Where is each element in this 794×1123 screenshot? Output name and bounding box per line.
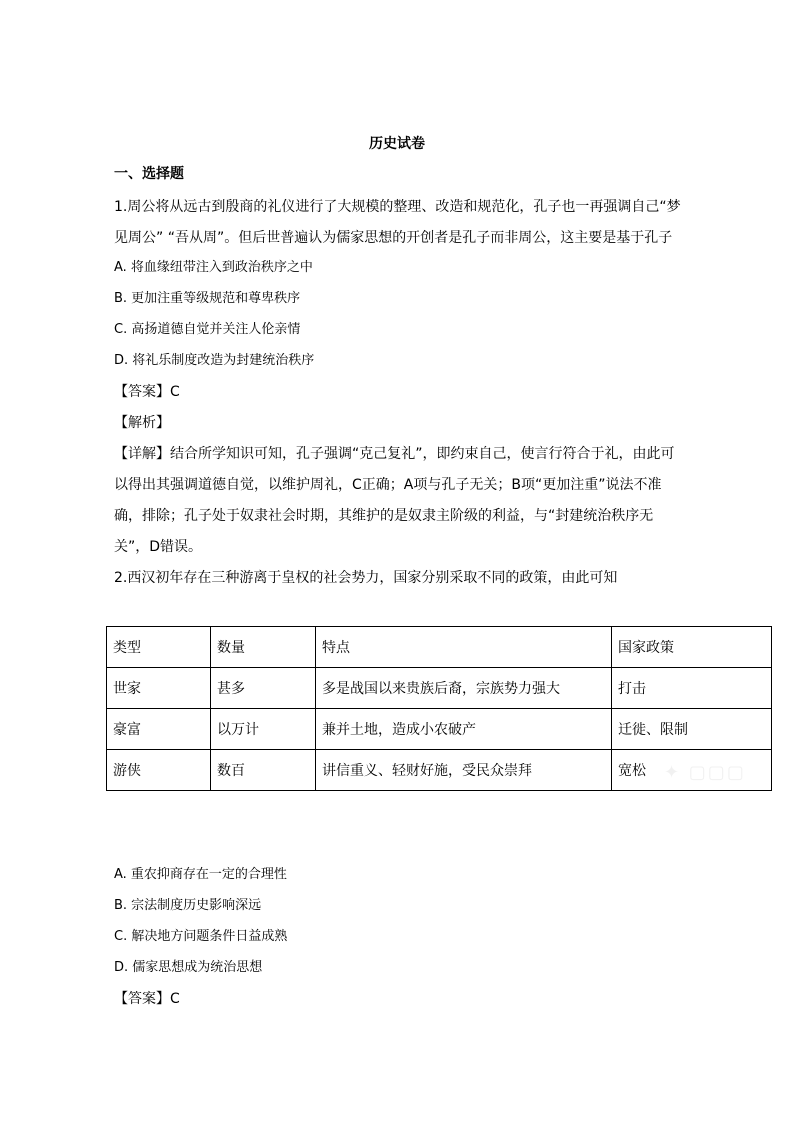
- q2-answer: 【答案】C: [114, 991, 180, 1007]
- table-cell: 豪富: [107, 709, 211, 750]
- q2-option-c: C. 解决地方问题条件日益成熟: [114, 929, 288, 944]
- q1-stem-line1: 1.周公将从远古到殷商的礼仪进行了大规模的整理、改造和规范化，孔子也一再强调自己“梦: [114, 199, 681, 215]
- q1-detail-line3: 确，排除；孔子处于奴隶社会时期，其维护的是奴隶主阶级的利益，与“封建统治秩序无: [114, 508, 654, 524]
- table-cell: 世家: [107, 668, 211, 709]
- q2-option-b: B. 宗法制度历史影响深远: [114, 898, 262, 913]
- q1-answer: 【答案】C: [114, 384, 180, 400]
- q1-option-a: A. 将血缘纽带注入到政治秩序之中: [114, 260, 313, 275]
- q1-detail-line1: 【详解】结合所学知识可知，孔子强调“克己复礼”，即约束自己，使言行符合于礼，由此可: [114, 446, 675, 462]
- q2-option-d: D. 儒家思想成为统治思想: [114, 960, 263, 975]
- q1-option-c: C. 高扬道德自觉并关注人伦亲情: [114, 322, 301, 337]
- table-cell: 游侠: [107, 750, 211, 791]
- q2-stem: 2.西汉初年存在三种游离于皇权的社会势力，国家分别采取不同的政策，由此可知: [114, 570, 618, 586]
- table-cell: 数百: [211, 750, 316, 791]
- table-header-cell: 特点: [316, 627, 612, 668]
- table-header-cell: 数量: [211, 627, 316, 668]
- table-header-cell: 国家政策: [612, 627, 772, 668]
- table-cell: 打击: [612, 668, 772, 709]
- section-heading: 一、选择题: [114, 166, 184, 182]
- table-cell: 迁徙、限制: [612, 709, 772, 750]
- q1-analysis-label: 【解析】: [114, 415, 170, 431]
- table-cell: 以万计: [211, 709, 316, 750]
- table-cell: 兼并土地，造成小农破产: [316, 709, 612, 750]
- q1-detail-line2: 以得出其强调道德自觉，以维护周礼，C正确；A项与孔子无关；B项“更加注重”说法不准: [114, 477, 662, 493]
- table-cell: 多是战国以来贵族后裔，宗族势力强大: [316, 668, 612, 709]
- table-header-cell: 类型: [107, 627, 211, 668]
- table-cell: 宽松: [612, 750, 772, 791]
- table-cell: 讲信重义、轻财好施，受民众崇拜: [316, 750, 612, 791]
- q1-option-b: B. 更加注重等级规范和尊卑秩序: [114, 291, 301, 306]
- page-title: 历史试卷: [369, 136, 425, 152]
- table-cell: 甚多: [211, 668, 316, 709]
- q1-option-d: D. 将礼乐制度改造为封建统治秩序: [114, 353, 315, 368]
- table-row: [107, 668, 772, 709]
- q1-stem-line2: 见周公” “吾从周”。但后世普遍认为儒家思想的开创者是孔子而非周公，这主要是基于孔子: [114, 230, 673, 246]
- faint-watermark-icon: ✦ ▢▢▢: [664, 762, 746, 783]
- q2-option-a: A. 重农抑商存在一定的合理性: [114, 867, 287, 882]
- q1-detail-line4: 关”，D错误。: [114, 539, 203, 555]
- table-row: [107, 709, 772, 750]
- table-header-row: [107, 627, 772, 668]
